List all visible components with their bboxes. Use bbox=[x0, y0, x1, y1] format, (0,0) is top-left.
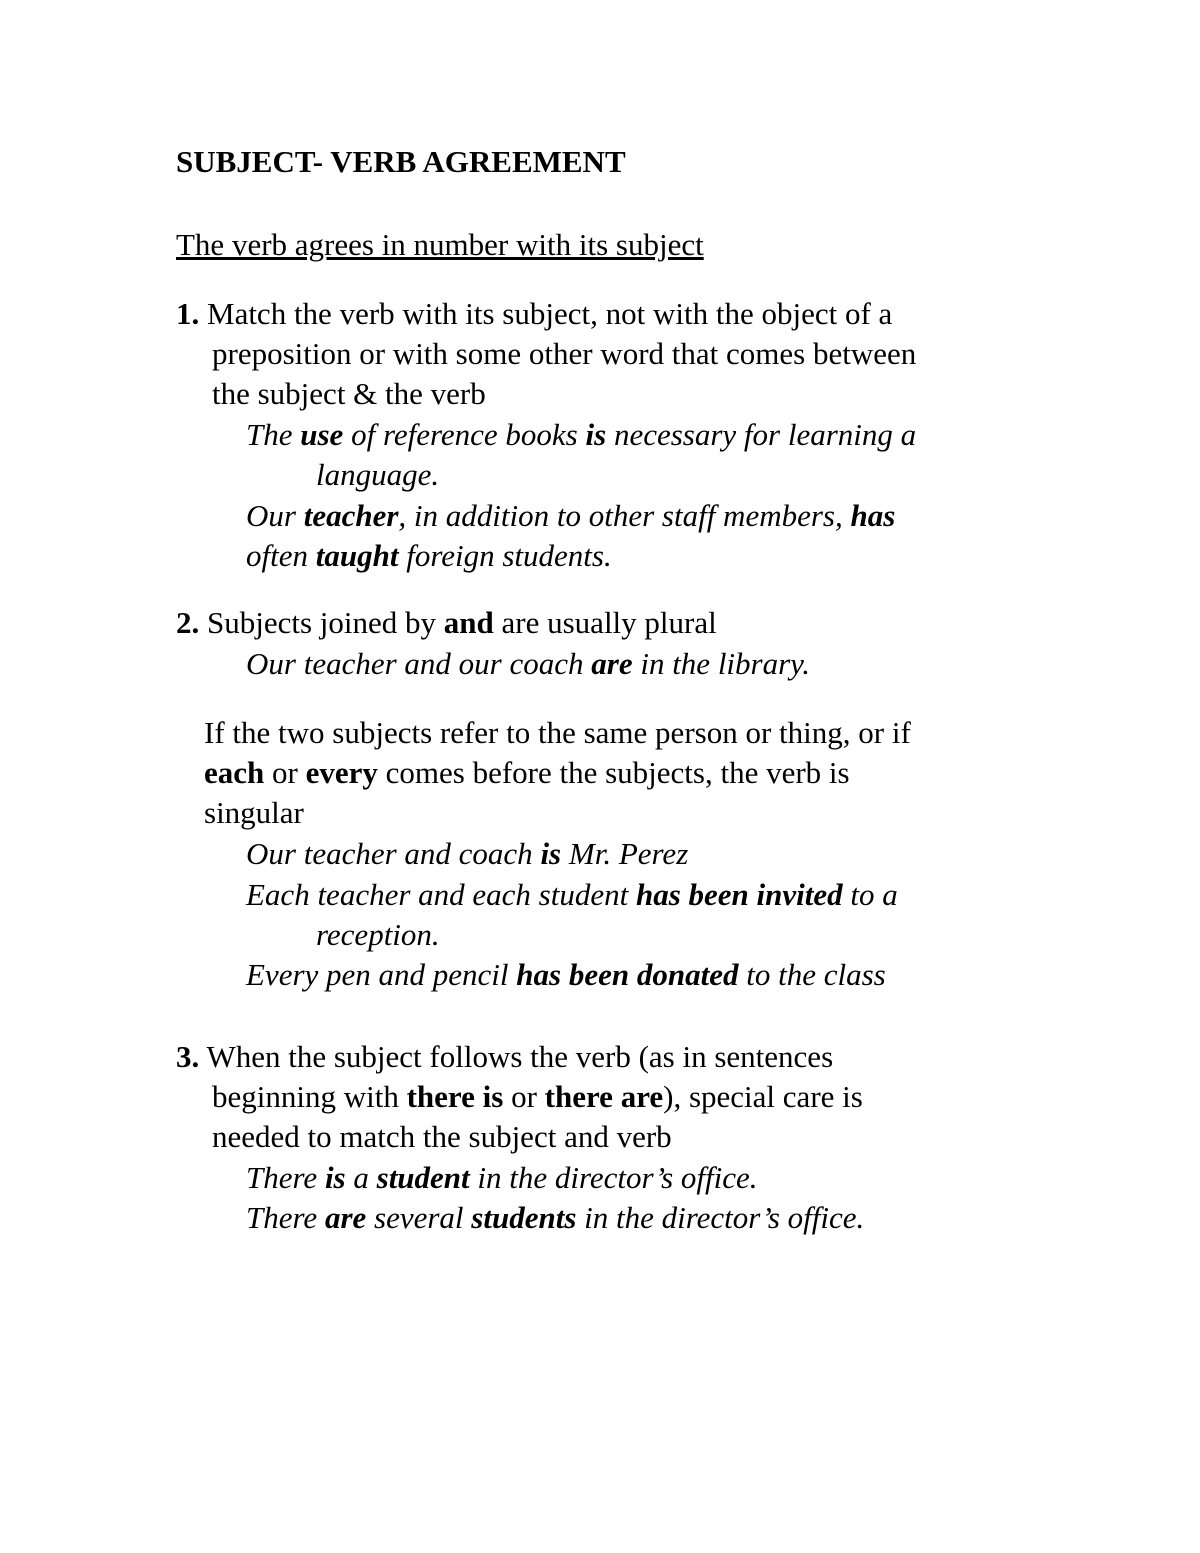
document-title: SUBJECT- VERB AGREEMENT bbox=[176, 144, 626, 179]
rule-3-example-2: There are several students in the director’s office. bbox=[246, 1200, 865, 1235]
rule-1-line-3: the subject & the verb bbox=[212, 376, 486, 411]
rule-2-number: 2. bbox=[176, 605, 200, 640]
rule-1-example-2: Our teacher, in addition to other staff members, has often taught foreign students. bbox=[246, 498, 896, 573]
document-subtitle: The verb agrees in number with its subject bbox=[176, 227, 704, 262]
rule-2-example-1: Our teacher and our coach are in the library. bbox=[246, 646, 810, 681]
rule-2-example-4: Every pen and pencil has been donated to the class bbox=[246, 957, 886, 992]
rule-3-number: 3. bbox=[176, 1039, 200, 1074]
rule-3-examples bbox=[246, 1158, 864, 1238]
rule-1-line-1: 1. Match the verb with its subject, not with the object of a bbox=[176, 296, 893, 331]
rule-1-number: 1. bbox=[176, 296, 200, 331]
rule-1-line-2: preposition or with some other word that comes between bbox=[212, 336, 917, 371]
rule-2-example-2: Our teacher and coach is Mr. Perez bbox=[246, 836, 689, 871]
rule-2-note: If the two subjects refer to the same person or thing, or if each or every comes before the subjects, the verb is singular bbox=[204, 715, 911, 830]
rule-3-example-1: There is a student in the director’s office. bbox=[246, 1160, 758, 1195]
rule-3: 3. When the subject follows the verb (as in sentences beginning with there is or there are), special care is needed to match the subject and verb bbox=[176, 1039, 863, 1154]
rule-2: 2. Subjects joined by and are usually plural bbox=[176, 605, 717, 640]
rule-2-example-3: Each teacher and each student has been invited to a reception. bbox=[246, 877, 898, 952]
rule-1 bbox=[176, 294, 916, 414]
rule-1-example-1: The use of reference books is necessary for learning a language. bbox=[246, 417, 917, 492]
